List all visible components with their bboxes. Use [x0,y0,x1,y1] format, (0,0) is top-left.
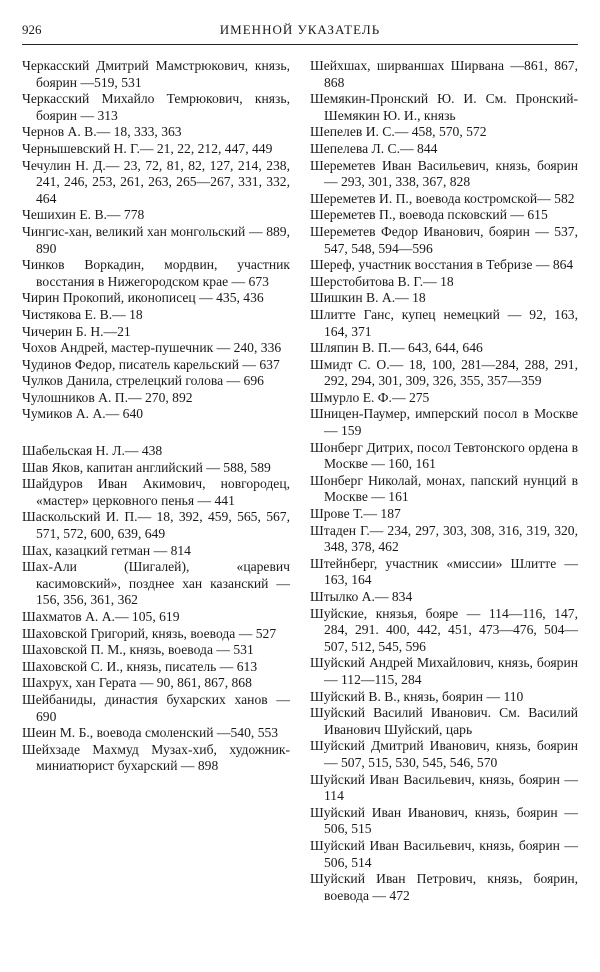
index-entry: Черкасский Михайло Темрюкович, князь, боярин — 313 [22,91,290,123]
index-entry: Шейхшах, ширваншах Ширвана —861, 867, 868 [310,58,578,90]
index-entry: Шемякин-Пронский Ю. И. См. Пронский-Шемякин Ю. И., князь [310,91,578,123]
index-entry: Шуйский Андрей Михайлович, князь, боярин — 112—115, 284 [310,655,578,687]
index-entry: Шепелева Л. С.— 844 [310,140,438,156]
index-entry: Шереметев П., воевода псковский — 615 [310,207,548,223]
index-entry: Шаховской С. И., князь, писатель — 613 [22,658,258,674]
index-entry: Шахматов А. А.— 105, 619 [22,609,180,624]
index-entry: Чумиков А. А.— 640 [22,406,144,422]
index-entry: Шах-Али (Шигалей), «царевич касимовский», позднее хан казанский — 156, 356, 361, 362 [22,559,290,608]
index-entry: Шуйский Иван Петрович, князь, боярин, воевода — 472 [310,871,578,903]
index-column-right [310,58,578,904]
index-entry: Черкасский Дмитрий Мамстрюкович, князь, боярин —519, 531 [22,58,290,90]
index-entry: Шайдуров Иван Акимович, новгородец, «мастер» церковного пенья — 441 [22,476,290,508]
index-entry: Шрове Т.— 187 [310,506,401,522]
index-entry: Чинков Воркадин, мордвин, участник восстания в Нижегородском крае — 673 [22,257,290,289]
index-entry: Шуйский Иван Васильевич, князь, боярин — 506, 514 [310,837,578,870]
index-entry: Шмидт С. О.— 18, 100, 281—284, 288, 291, 292, 294, 301, 309, 326, 355, 357—359 [310,356,578,389]
index-entry: Шонберг Дитрих, посол Тевтонского ордена в Москве — 160, 161 [310,439,578,472]
index-entry: Шлитте Ганс, купец немецкий — 92, 163, 164, 371 [310,306,578,339]
index-entry: Чернышевский Н. Г.— 21, 22, 212, 447, 449 [22,140,273,156]
index-entry: Шницен-Паумер, имперский посол в Москве — 159 [310,406,578,439]
index-entry: Шуйский Василий Иванович. См. Василий Иванович Шуйский, царь [310,705,578,737]
index-entry: Штылко А.— 834 [310,589,413,604]
index-entry: Шепелев И. С.— 458, 570, 572 [310,124,487,140]
index-entry: Шуйский Иван Иванович, князь, боярин — 506, 515 [310,804,578,837]
index-entry: Шаховской П. М., князь, воевода — 531 [22,642,254,658]
index-entry: Шуйский Дмитрий Иванович, князь, боярин — 507, 515, 530, 545, 546, 570 [310,738,578,770]
index-entry: Шмурло Е. Ф.— 275 [310,389,430,405]
index-entry: Шах, казацкий гетман — 814 [22,542,191,558]
index-entry: Шаскольский И. П.— 18, 392, 459, 565, 567, 571, 572, 600, 639, 649 [22,509,290,542]
index-entry: Чулков Данила, стрелецкий голова — 696 [22,373,264,389]
index-entry: Шабельская Н. Л.— 438 [22,443,163,459]
running-header [22,18,578,45]
index-entry: Шонберг Николай, монах, папский нунций в Москве — 161 [310,472,578,505]
index-entry: Чечулин Н. Д.— 23, 72, 81, 82, 127, 214, 238, 241, 246, 253, 261, 263, 265—267, 331, 332, 464 [22,157,290,206]
index-entry: Шишкин В. А.— 18 [310,290,426,306]
index-entry: Шереметев Федор Иванович, боярин — 537, 547, 548, 594—596 [310,223,578,256]
index-entry: Чешихин Е. В.— 778 [22,207,145,223]
index-entry: Чудинов Федор, писатель карельский — 637 [22,356,280,372]
index-entry: Чернов А. В.— 18, 333, 363 [22,124,182,140]
index-entry: Чирин Прокопий, иконописец — 435, 436 [22,290,264,306]
section-gap [22,423,290,443]
index-entry: Шеин М. Б., воевода смоленский —540, 553 [22,725,279,741]
index-entry: Шав Яков, капитан английский — 588, 589 [22,459,271,475]
index-entry: Чулошников А. П.— 270, 892 [22,389,193,405]
index-entry: Шейбаниды, династия бухарских ханов — 690 [22,691,290,724]
index-entry: Шаховской Григорий, князь, воевода — 527 [22,625,277,641]
index-entry: Шляпин В. П.— 643, 644, 646 [310,340,483,356]
index-entry: Шейхзаде Махмуд Музах-хиб, художник-миниатюрист бухарский — 898 [22,741,290,774]
index-entry: Шерстобитова В. Г.— 18 [310,273,454,289]
index-entry: Чичерин Б. Н.—21 [22,323,131,339]
index-entry: Шереф, участник восстания в Тебризе — 864 [310,257,574,273]
index-entry: Штаден Г.— 234, 297, 303, 308, 316, 319, 320, 348, 378, 462 [310,522,578,555]
index-entry: Штейнберг, участник «миссии» Шлитте — 163, 164 [310,555,578,588]
index-entry: Чохов Андрей, мастер-пушечник — 240, 336 [22,340,282,356]
page-title: ИМЕННОЙ УКАЗАТЕЛЬ [219,22,381,37]
index-column-left [22,58,290,775]
index-entry: Шереметев Иван Васильевич, князь, боярин — 293, 301, 338, 367, 828 [310,157,578,190]
index-entry: Шереметев И. П., воевода костромской— 582 [310,190,575,206]
index-entry: Шуйский Иван Васильевич, князь, боярин — 114 [310,771,578,804]
index-entry: Чистякова Е. В.— 18 [22,306,143,322]
index-entry: Шахрух, хан Герата — 90, 861, 867, 868 [22,675,252,691]
index-entry: Чингис-хан, великий хан монгольский — 889, 890 [22,223,290,256]
index-entry: Шуйские, князья, бояре — 114—116, 147, 284, 291. 400, 442, 451, 473—476, 504—507, 512, 545, 596 [310,605,578,654]
index-entry: Шуйский В. В., князь, боярин — 110 [310,688,524,704]
page-number: 926 [22,22,42,37]
